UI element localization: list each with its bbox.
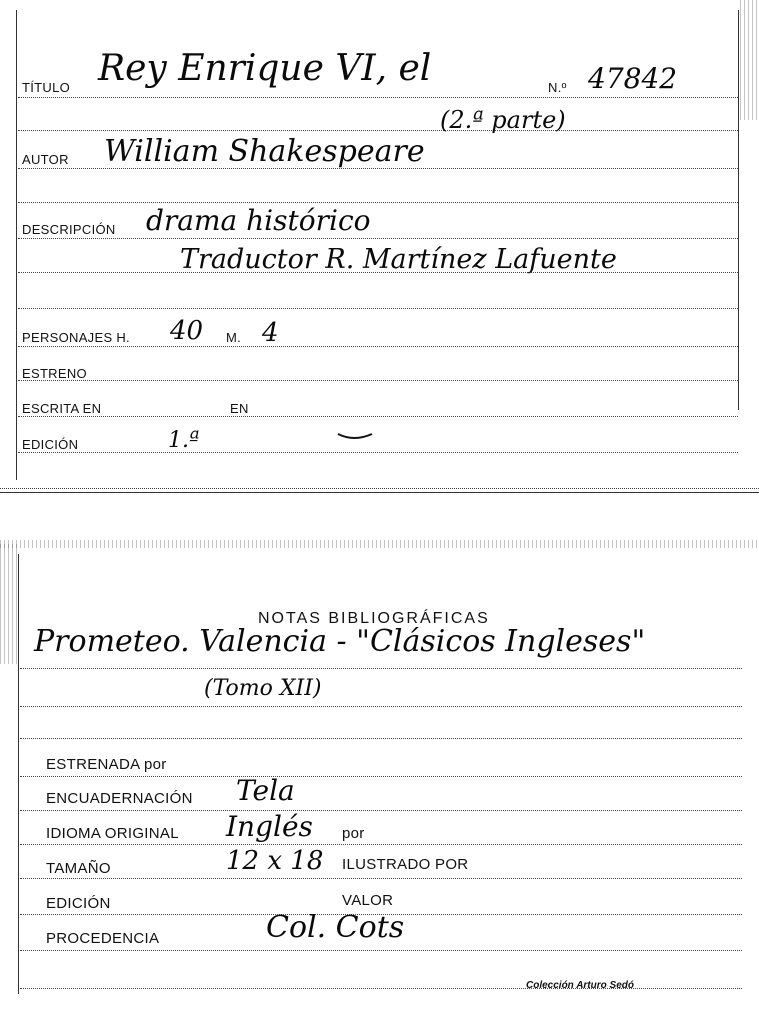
edicion-label: EDICIÓN	[22, 437, 79, 452]
personajes-m-value: 4	[262, 318, 279, 348]
card-left-edge	[18, 554, 19, 994]
autor-label: AUTOR	[22, 152, 69, 167]
numero-label: N.º	[548, 80, 567, 95]
personajes-h-value: 40	[170, 316, 204, 346]
rule-line	[20, 776, 742, 777]
tamano-value: 12 x 18	[226, 846, 324, 876]
rule-line	[20, 738, 742, 739]
rule-line	[18, 452, 738, 453]
valor-label: VALOR	[342, 892, 394, 909]
rule-line	[18, 97, 738, 98]
rule-line	[20, 668, 742, 669]
rule-line	[18, 130, 738, 131]
encuadernacion-value: Tela	[236, 774, 295, 807]
idioma-value: Inglés	[226, 810, 313, 843]
estrenada-label: ESTRENADA por	[46, 756, 167, 773]
personajes-label: PERSONAJES H.	[22, 330, 130, 345]
edicion-value: 1.ª	[168, 428, 200, 453]
scan-noise	[0, 544, 18, 664]
titulo-label: TÍTULO	[22, 80, 71, 95]
card-right-edge	[738, 10, 739, 410]
rule-line	[18, 202, 738, 203]
rule-line	[18, 238, 738, 239]
tamano-label: TAMAÑO	[46, 860, 111, 877]
scan-noise	[0, 540, 759, 548]
procedencia-label: PROCEDENCIA	[46, 930, 160, 947]
traductor-value: Traductor R. Martínez Lafuente	[180, 244, 617, 275]
collection-footer: Colección Arturo Sedó	[526, 980, 634, 991]
rule-line	[0, 488, 759, 489]
parte-value: (2.ª parte)	[440, 106, 566, 134]
rule-line	[18, 416, 738, 417]
rule-line	[18, 346, 738, 347]
rule-line	[20, 950, 742, 951]
card-bottom-edge	[0, 492, 759, 493]
titulo-value: Rey Enrique VI, el	[98, 48, 432, 89]
notes-line-1: Prometeo. Valencia - "Clásicos Ingleses"	[34, 624, 646, 659]
m-label: M.	[226, 330, 242, 345]
rule-line	[20, 844, 742, 845]
en-label: EN	[230, 401, 249, 416]
notes-heading: NOTAS BIBLIOGRÁFICAS	[258, 610, 490, 627]
procedencia-value: Col. Cots	[266, 910, 405, 945]
idioma-label: IDIOMA ORIGINAL	[46, 825, 179, 842]
por-label: por	[342, 825, 365, 842]
scan-noise	[740, 0, 759, 120]
pen-mark	[336, 428, 376, 442]
catalog-card-top	[0, 0, 759, 500]
rule-line	[20, 706, 742, 707]
rule-line	[20, 810, 742, 811]
autor-value: William Shakespeare	[104, 134, 425, 169]
encuadernacion-label: ENCUADERNACIÓN	[46, 790, 193, 807]
rule-line	[18, 380, 738, 381]
card-left-edge	[16, 10, 17, 480]
escrita-en-label: ESCRITA EN	[22, 401, 102, 416]
catalog-card-bottom	[0, 530, 759, 1028]
ilustrado-label: ILUSTRADO POR	[342, 856, 469, 873]
descripcion-label: DESCRIPCIÓN	[22, 222, 116, 237]
numero-value: 47842	[588, 62, 678, 95]
rule-line	[18, 308, 738, 309]
estreno-label: ESTRENO	[22, 366, 87, 381]
edicion2-label: EDICIÓN	[46, 895, 111, 912]
notes-line-2: (Tomo XII)	[204, 676, 322, 701]
descripcion-value: drama histórico	[146, 204, 371, 237]
rule-line	[20, 878, 742, 879]
